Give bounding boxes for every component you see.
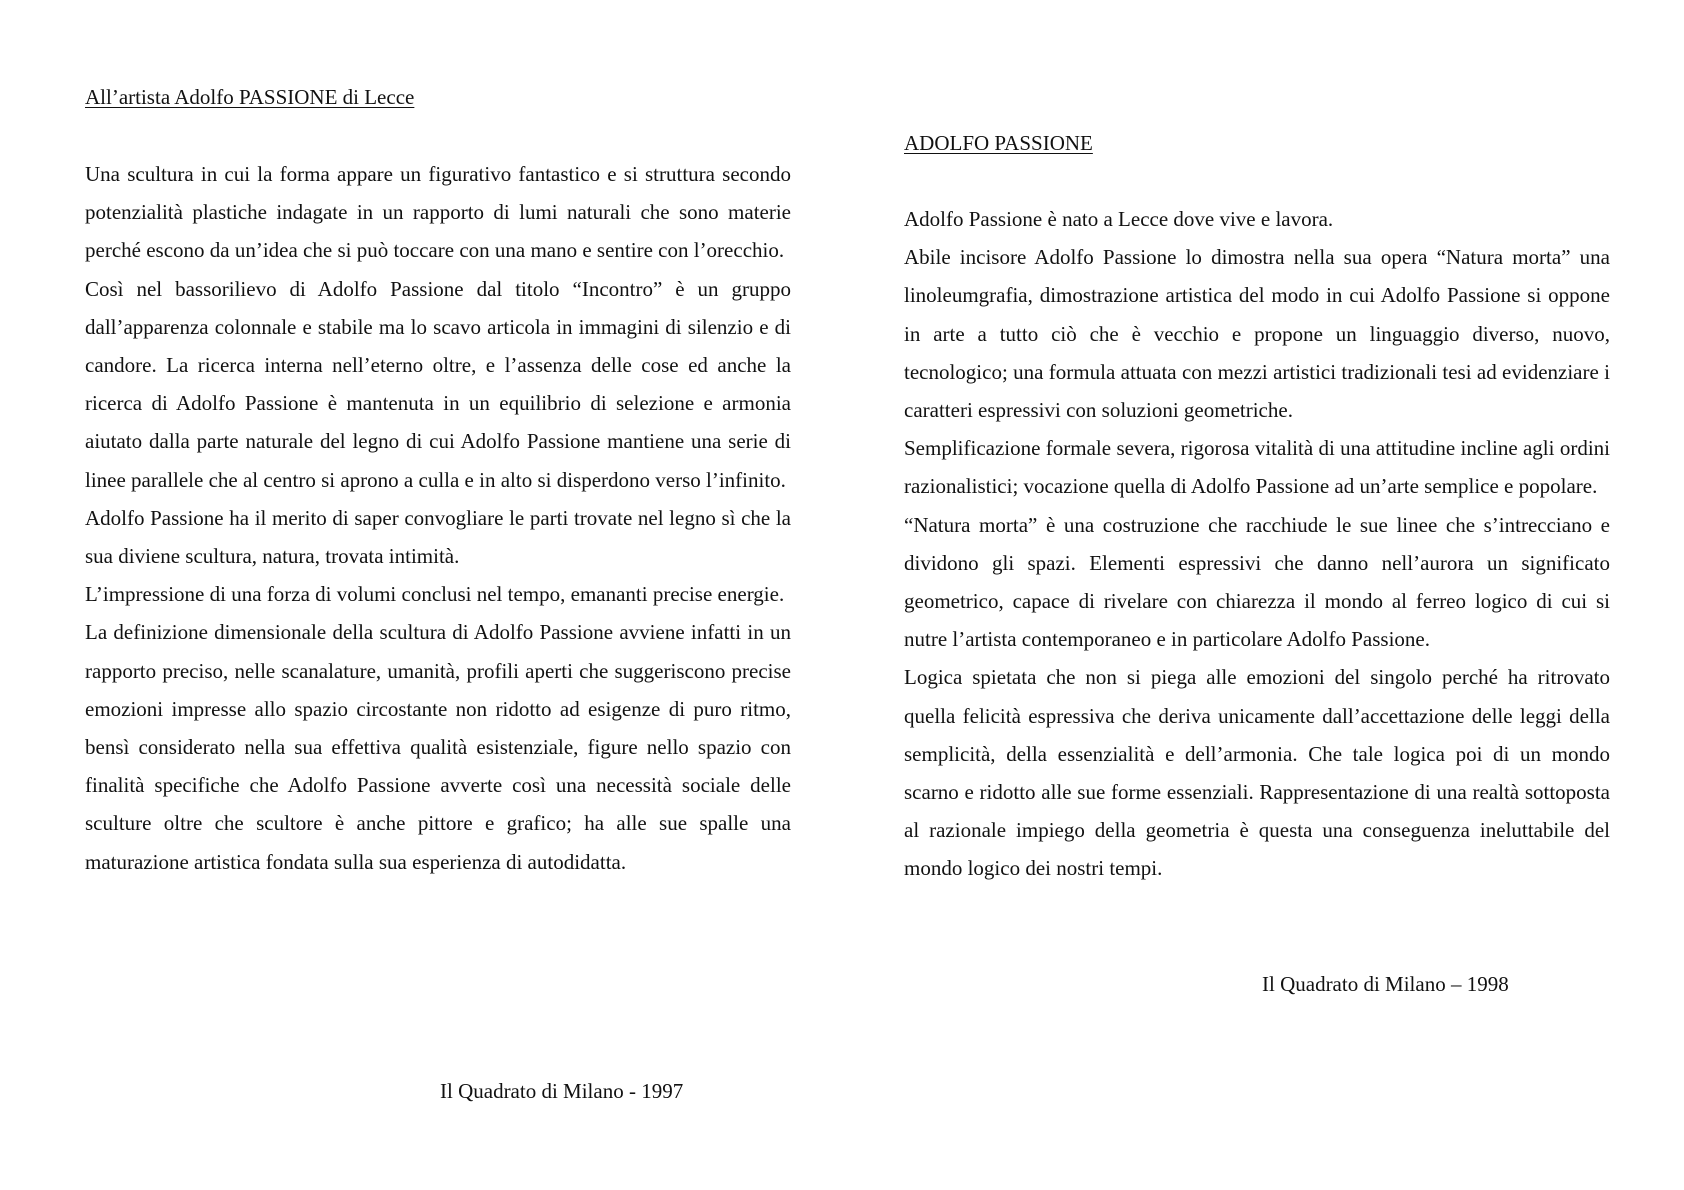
right-paragraph-5: Logica spietata che non si piega alle emozioni del singolo perché ha ritrovato quella felicità espressiva che deriva unicamente dall’accettazione delle leggi della semplicità, della essenzialità e dell’armonia. Che tale logica poi di un mondo scarno e ridotto alle sue forme essenziali. Rappresentazione di una realtà sottoposta al razionale impiego della geometria è questa una conseguenza ineluttabile del mondo logico dei nostri tempi. — [904, 665, 1610, 881]
right-article-body — [904, 200, 1610, 888]
left-paragraph-3: Adolfo Passione ha il merito di saper convogliare le parti trovate nel legno sì che la sua diviene scultura, natura, trovata intimità. — [85, 505, 791, 569]
left-paragraph-5: La definizione dimensionale della scultura di Adolfo Passione avviene infatti in un rapporto preciso, nelle scanalature, umanità, profili aperti che suggeriscono precise emozioni impresse allo spazio circostante non ridotto ad esigenze di puro ritmo, bensì considerato nella sua effettiva qualità esistenziale, figure nello spazio con finalità specifiche che Adolfo Passione avverte così una necessità sociale delle sculture oltre che scultore è anche pittore e grafico; ha alle sue spalle una maturazione artistica fondata sulla sua esperienza di autodidatta. — [85, 620, 791, 874]
right-paragraph-1: Adolfo Passione è nato a Lecce dove vive e lavora. — [904, 207, 1334, 231]
right-article-signature: Il Quadrato di Milano – 1998 — [1262, 972, 1509, 996]
right-paragraph-4: “Natura morta” è una costruzione che racchiude le sue linee che s’intrecciano e dividono gli spazi. Elementi espressivi che danno nell’aurora un significato geometrico, capace di rivelare con chiarezza il mondo al ferreo logico di cui si nutre l’artista contemporaneo e in particolare Adolfo Passione. — [904, 512, 1610, 652]
right-paragraph-2: Abile incisore Adolfo Passione lo dimostra nella sua opera “Natura morta” una linoleumgrafia, dimostrazione artistica del modo in cui Adolfo Passione si oppone in arte a tutto ciò che è vecchio e propone un linguaggio diverso, nuovo, tecnologico; una formula attuata con mezzi artistici tradizionali tesi ad evidenziare i caratteri espressivi con soluzioni geometriche. — [904, 245, 1610, 423]
left-article-body — [85, 155, 791, 881]
left-paragraph-1: Una scultura in cui la forma appare un figurativo fantastico e si struttura secondo potenzialità plastiche indagate in un rapporto di lumi naturali che sono materie perché escono da un’idea che si può toccare con una mano e sentire con l’orecchio. — [85, 162, 791, 263]
left-paragraph-4: L’impressione di una forza di volumi conclusi nel tempo, emananti precise energie. — [85, 582, 785, 607]
left-article-signature: Il Quadrato di Milano - 1997 — [440, 1079, 684, 1103]
right-paragraph-3: Semplificazione formale severa, rigorosa vitalità di una attitudine incline agli ordini razionalistici; vocazione quella di Adolfo Passione ad un’arte semplice e popolare. — [904, 436, 1610, 499]
left-paragraph-2: Così nel bassorilievo di Adolfo Passione dal titolo “Incontro” è un gruppo dall’apparenza colonnale e stabile ma lo scavo articola in immagini di silenzio e di candore. La ricerca interna nell’eterno oltre, e l’assenza delle cose ed anche la ricerca di Adolfo Passione è mantenuta in un equilibrio di selezione e armonia aiutato dalla parte naturale del legno di cui Adolfo Passione mantiene una serie di linee parallele che al centro si aprono a culla e in alto si disperdono verso l’infinito. — [85, 276, 791, 492]
left-article-heading: All’artista Adolfo PASSIONE di Lecce — [85, 85, 415, 109]
right-article-heading: ADOLFO PASSIONE — [904, 131, 1093, 155]
